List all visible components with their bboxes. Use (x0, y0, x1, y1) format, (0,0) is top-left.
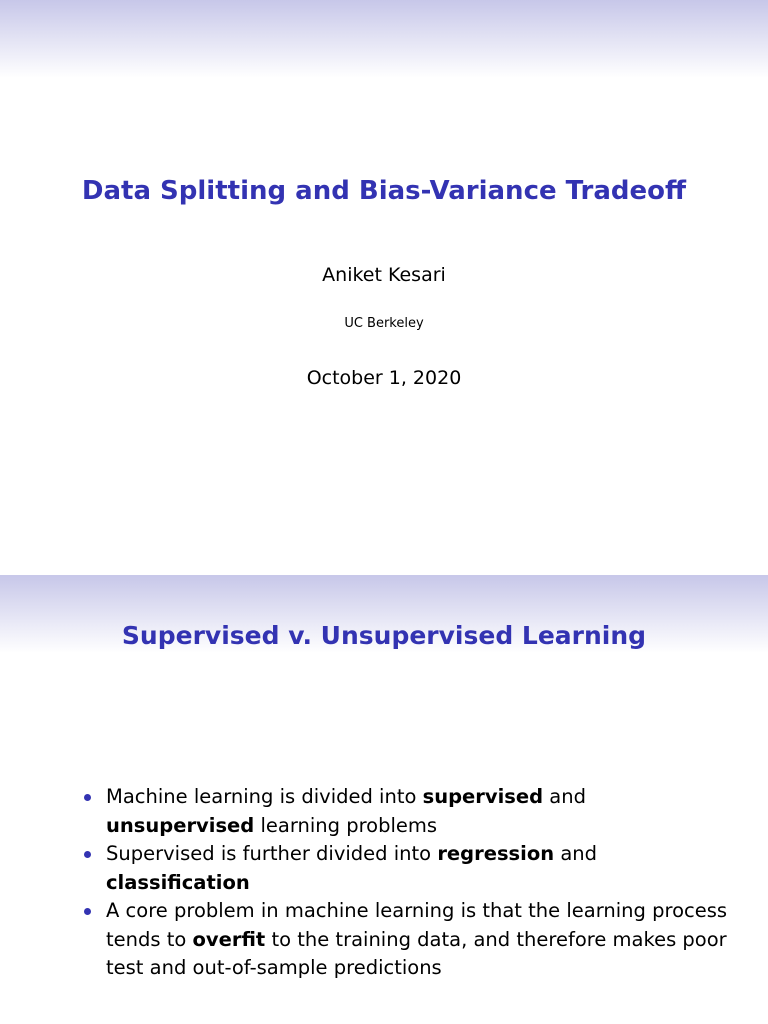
bold-term: regression (437, 842, 555, 865)
bullet-item (80, 783, 730, 840)
bullet-item (80, 840, 730, 897)
bullet-text: Supervised is further divided into (106, 842, 438, 865)
bullet-text: Machine learning is divided into (106, 785, 423, 808)
bullet-text: and (554, 842, 598, 865)
presentation-title: Data Splitting and Bias-Variance Tradeoff (81, 176, 687, 206)
bullet-text: and (543, 785, 586, 808)
bullet-list (80, 783, 730, 983)
frame-title: Supervised v. Unsupervised Learning (121, 621, 647, 650)
bold-term: supervised (422, 785, 544, 808)
bullet-item (80, 897, 730, 983)
institute-name: UC Berkeley (344, 316, 424, 331)
bold-term: classification (106, 870, 250, 894)
bullet-dot-icon (84, 908, 91, 915)
bullet-dot-icon (84, 794, 91, 801)
bullet-text: learning problems (254, 813, 438, 837)
content-slide (0, 575, 768, 1024)
bullet-dot-icon (84, 851, 91, 858)
author-name: Aniket Kesari (322, 264, 446, 286)
bold-term: unsupervised (106, 813, 255, 837)
bold-term: overfit (192, 927, 266, 951)
bullet-text: A core problem in machine learning is that the learning process tends to (106, 899, 728, 951)
bullet-text: to the training data, and therefore makes poor test and out-of-sample predictions (106, 927, 727, 979)
presentation-date: October 1, 2020 (306, 367, 462, 389)
header-gradient (0, 0, 768, 78)
